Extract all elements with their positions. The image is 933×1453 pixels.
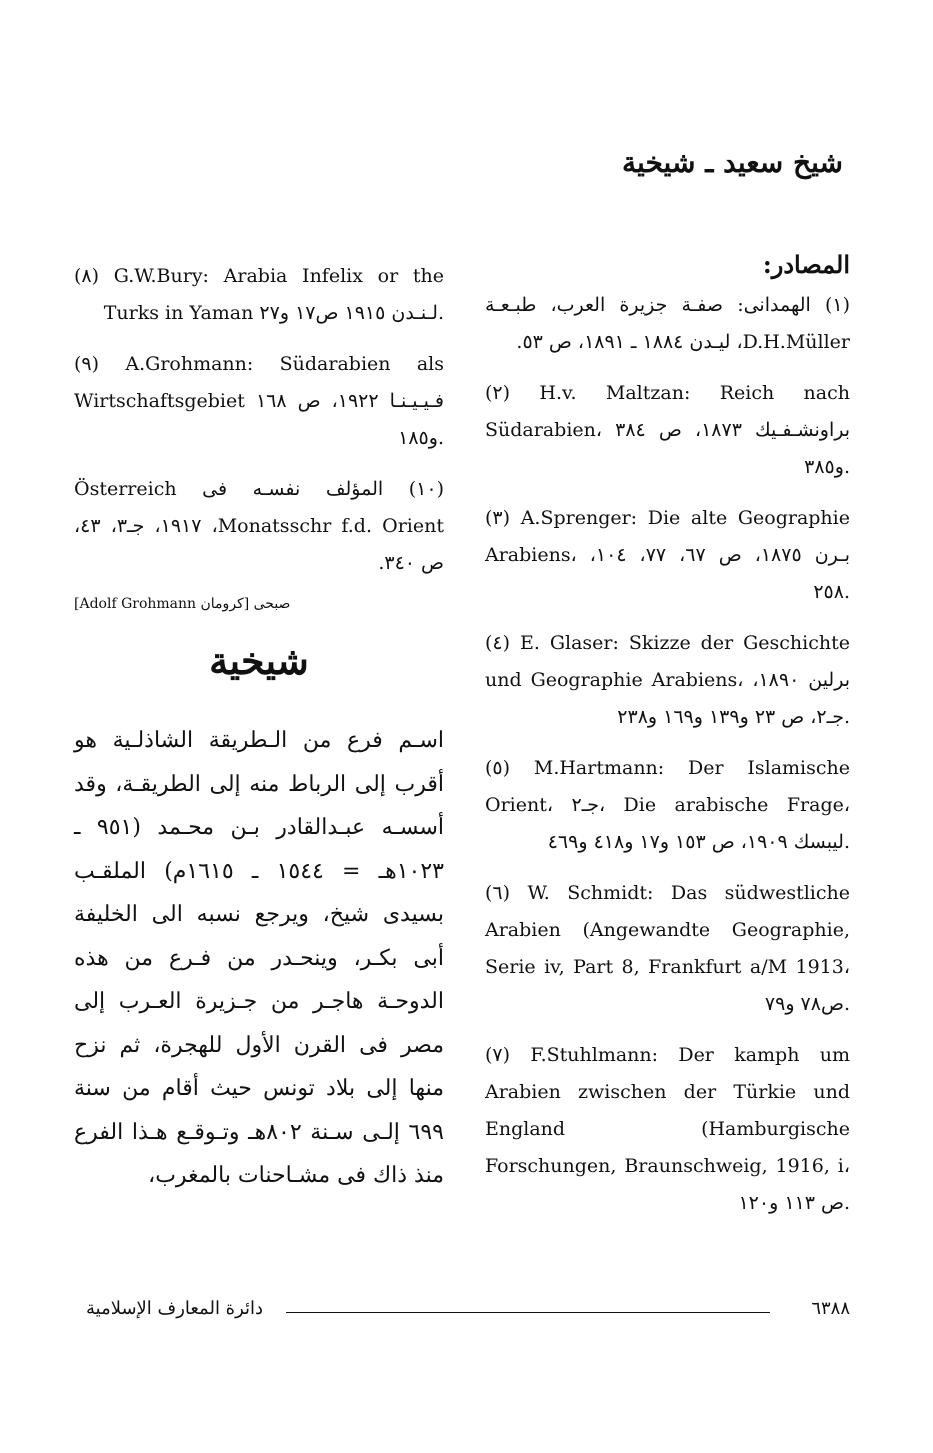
publication-title: دائرة المعارف الإسلامية	[86, 1298, 264, 1319]
page-number: ٦٣٨٨	[811, 1298, 850, 1319]
reference-3: (٣) A.Sprenger: Die alte Geographie Arabiens، بـرن ١٨٧٥، ص ٦٧، ٧٧، ١٠٤، ٢٥٨.	[485, 507, 850, 603]
reference-10: (١٠) المؤلف نفسـه فى Österreich Monatsschr f.d. Orient، ١٩١٧، جـ٣، ٤٣، ص ٣٤٠.	[74, 478, 444, 574]
reference-6: (٦) W. Schmidt: Das südwestliche Arabien (Angewandte Geographie, Serie iv, Part 8, Frankfurt a/M 1913، ص٧٨ و٧٩.	[485, 882, 850, 1015]
running-title: شيخ سعيد ـ شيخية	[622, 146, 843, 179]
reference-8: (٨) G.W.Bury: Arabia Infelix or the Turks in Yaman لـنـدن ١٩١٥ ص١٧ و٢٧.	[74, 265, 444, 324]
sources-right-column	[485, 250, 850, 1236]
reference-1: (١) الهمدانى: صفـة جزيرة العرب، طبـعـة D.H.Müller، ليـدن ١٨٨٤ ـ ١٨٩١، ص ٥٣.	[485, 294, 850, 353]
article-title: شيخية	[209, 638, 309, 683]
author-credit: صبحى [كرومان Adolf Grohmann]	[74, 596, 291, 612]
reference-5: (٥) M.Hartmann: Der Islamische Orient، جـ٢، Die arabische Frage، ليبسك ١٩٠٩، ص ١٥٣ و١٧ و٤١٨ و٤٦٩.	[485, 757, 850, 853]
article-body: اسـم فرع من الـطريقة الشاذلـية هو أقرب إلى الرباط منه إلى الطريقـة، وقد أسسـه عبـدالقادر بـن محـمد (٩٥١ ـ ١٠٢٣هـ = ١٥٤٤ ـ ١٦١٥م) الملقـب بسيدى شيخ، ويرجع نسبه الى الخليفة أبى بكـر، وينحـدر من فـرع من هذه الدوحـة هاجـر من جـزيرة العـرب إلى مصر فى القرن الأول للهجرة، ثم نزح منها إلى بلاد تونس حيث أقام من سنة ٦٩٩ إلـى سـنة ٨٠٢هـ وتـوقـع هـذا الفرع منذ ذاك فى مشـاحنات بالمغرب،	[74, 728, 444, 1188]
left-column	[74, 258, 444, 1198]
page-footer	[74, 1298, 850, 1328]
footer-divider	[286, 1312, 770, 1313]
sources-heading: المصادر:	[762, 250, 850, 279]
reference-9: (٩) A.Grohmann: Südarabien als Wirtschaftsgebiet فـيـيـنـا ١٩٢٢، ص ١٦٨ و١٨٥.	[74, 353, 444, 449]
reference-7: (٧) F.Stuhlmann: Der kamph um Arabien zwischen der Türkie und England (Hamburgische Forschungen, Braunschweig, 1916, i، ص ١١٣ و١٢٠.	[485, 1044, 850, 1214]
reference-4: (٤) E. Glaser: Skizze der Geschichte und Geographie Arabiens، برلين ١٨٩٠، جـ٢، ص ٢٣ و١٣٩ و١٦٩ و٢٣٨.	[485, 632, 850, 728]
reference-2: (٢) H.v. Maltzan: Reich nach Südarabien، براونشـفـيك ١٨٧٣، ص ٣٨٤ و٣٨٥.	[485, 382, 850, 478]
